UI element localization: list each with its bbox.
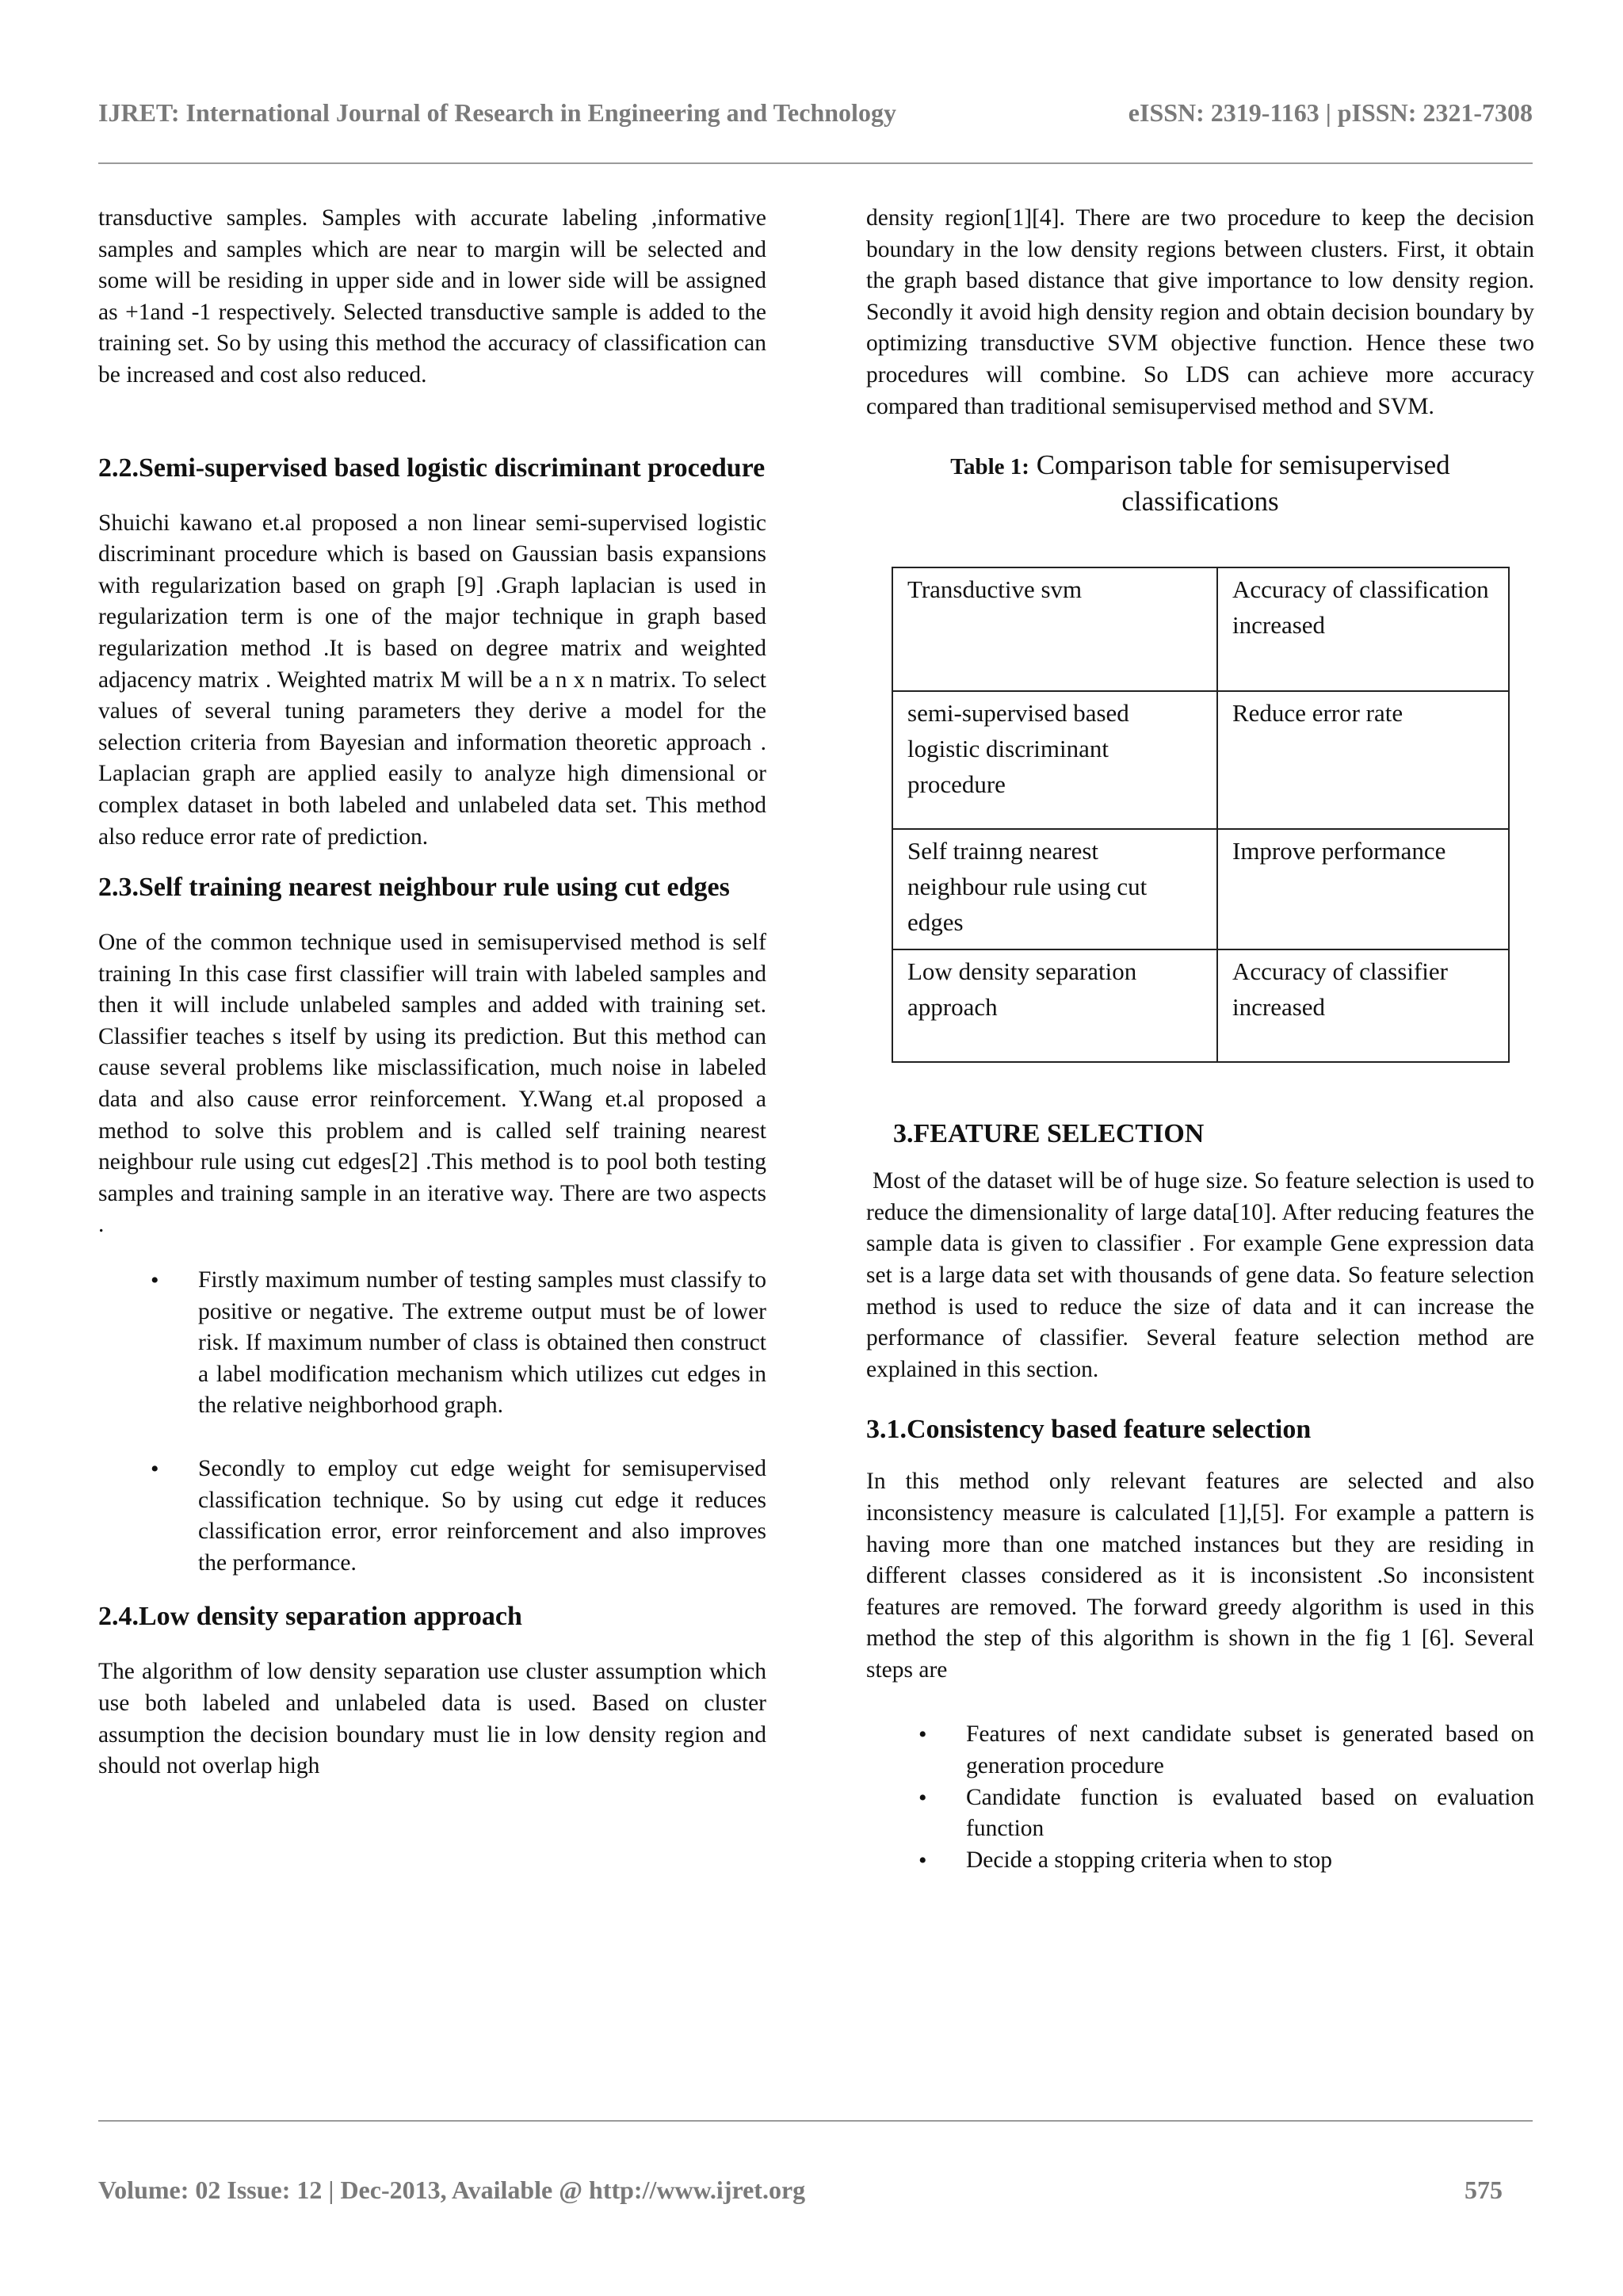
- section-2-2-body: Shuichi kawano et.al proposed a non linear semi-supervised logistic discriminant procedure which is based on Gaussian basis expansions with regularization based on graph [9] .Graph laplacian is used in regularization term is one of the major technique in graph based regularization method .It is based on degree matrix and weighted adjacency matrix . Weighted matrix M will be a n x n matrix. To select values of several tuning parameters they derive a model for the selection criteria from Bayesian and information theoretic approach . Laplacian graph are applied easily to analyze high dimensional or complex dataset in both labeled and unlabeled data set. This method also reduce error rate of prediction.: [98, 510, 766, 850]
- method-cell: Self trainng nearest neighbour rule using cut edges: [892, 829, 1217, 949]
- table-caption: [866, 448, 1534, 519]
- comparison-table: [892, 567, 1510, 1063]
- section-3-body: Most of the dataset will be of huge size. So feature selection is used to reduce the dimensionality of large data[10]. After reducing features the sample data is given to classifier . For example Gene expression data set is a large data set with thousands of gene data. So feature selection method is used to reduce the size of data and it can increase the performance of classifier. Several feature selection method are explained in this section.: [866, 1168, 1534, 1382]
- journal-title: IJRET: International Journal of Research in Engineering and Technology: [98, 98, 896, 127]
- left-column: [98, 203, 766, 1782]
- page-footer: [98, 2176, 1503, 2205]
- result-cell: Reduce error rate: [1217, 691, 1509, 829]
- table-row: [892, 567, 1509, 691]
- section-2-4-heading: 2.4.Low density separation approach: [98, 1602, 522, 1632]
- method-cell: Low density separation approach: [892, 949, 1217, 1062]
- page-number: 575: [1465, 2176, 1503, 2204]
- section-3-1-bullet-list: [866, 1719, 1534, 1876]
- section-2-2-heading: 2.2.Semi-supervised based logistic discriminant procedure: [98, 453, 766, 483]
- table-row: [892, 949, 1509, 1062]
- section-2-3-heading: 2.3.Self training nearest neighbour rule using cut edges: [98, 873, 730, 903]
- volume-info: Volume: 02 Issue: 12 | Dec-2013, Available @ http://www.ijret.org: [98, 2176, 806, 2204]
- section-2-3-body: One of the common technique used in semisupervised method is self training In this case first classifier will train with labeled samples and then it will include unlabeled samples and added with training set. Classifier teaches s itself by using its prediction. But this method can cause several problems like misclassification, much noise in labeled data and also cause error reinforcement. Y.Wang et.al proposed a method to solve this problem and is called self training nearest neighbour rule using cut edges[2] .This method is to pool both testing samples and training sample in an iterative way. There are two aspects .: [98, 930, 766, 1238]
- table-row: [892, 829, 1509, 949]
- footer-rule: [98, 2120, 1533, 2122]
- page-header: [98, 98, 1533, 128]
- bullet-item: • Secondly to employ cut edge weight for semisupervised classification technique. So by using cut edge it reduces classification error, error reinforcement and also improves the performance.: [198, 1454, 766, 1579]
- bullet-item: • Firstly maximum number of testing samples must classify to positive or negative. The extreme output must be of lower risk. If maximum number of class is obtained then construct a label modification mechanism which utilizes cut edges in the relative neighborhood graph.: [198, 1265, 766, 1422]
- intro-paragraph: transductive samples. Samples with accurate labeling ,informative samples and samples which are near to margin will be selected and some will be residing in upper side and in lower side will be assigned as +1and -1 respectively. Selected transductive sample is added to the training set. So by using this method the accuracy of classification can be increased and cost also reduced.: [98, 205, 766, 388]
- issn-info: eISSN: 2319-1163 | pISSN: 2321-7308: [1128, 98, 1533, 127]
- section-2-4-body: The algorithm of low density separation use cluster assumption which use both labeled and unlabeled data is used. Based on cluster assumption the decision boundary must lie in low density region and should not overlap high: [98, 1659, 766, 1779]
- result-cell: Improve performance: [1217, 829, 1509, 949]
- result-cell: Accuracy of classifier increased: [1217, 949, 1509, 1062]
- right-column: [866, 203, 1534, 1876]
- table-caption-line-1: Comparison table for semisupervised: [1036, 449, 1450, 481]
- bullet-item: • Decide a stopping criteria when to stop: [966, 1845, 1534, 1877]
- section-3-1-body: In this method only relevant features are selected and also inconsistency measure is calculated [1],[5]. For example a pattern is having more than one matched instances but they are residing in different classes considered as it is inconsistent .So inconsistent features are removed. The forward greedy algorithm is used in this method the step of this algorithm is shown in the fig 1 [6]. Several steps are: [866, 1469, 1534, 1683]
- section-3-1-heading: 3.1.Consistency based feature selection: [866, 1415, 1312, 1445]
- result-cell: Accuracy of classification increased: [1217, 567, 1509, 691]
- bullet-item: • Features of next candidate subset is generated based on generation procedure: [966, 1719, 1534, 1782]
- table-row: [892, 691, 1509, 829]
- method-cell: semi-supervised based logistic discriminant procedure: [892, 691, 1217, 829]
- table-caption-line-2: classifications: [1121, 486, 1279, 518]
- header-rule: [98, 162, 1533, 164]
- method-cell: Transductive svm: [892, 567, 1217, 691]
- bullet-item: • Candidate function is evaluated based on evaluation function: [966, 1782, 1534, 1845]
- section-3-heading: 3.FEATURE SELECTION: [893, 1119, 1205, 1149]
- table-label: Table 1:: [950, 454, 1029, 480]
- continued-paragraph: density region[1][4]. There are two procedure to keep the decision boundary in the low density regions between clusters. First, it obtain the graph based distance that give importance to low density region. Secondly it avoid high density region and obtain decision boundary by optimizing transductive SVM objective function. Hence these two procedures will combine. So LDS can achieve more accuracy compared than traditional semisupervised method and SVM.: [866, 205, 1534, 419]
- section-2-3-bullet-list: [98, 1265, 766, 1579]
